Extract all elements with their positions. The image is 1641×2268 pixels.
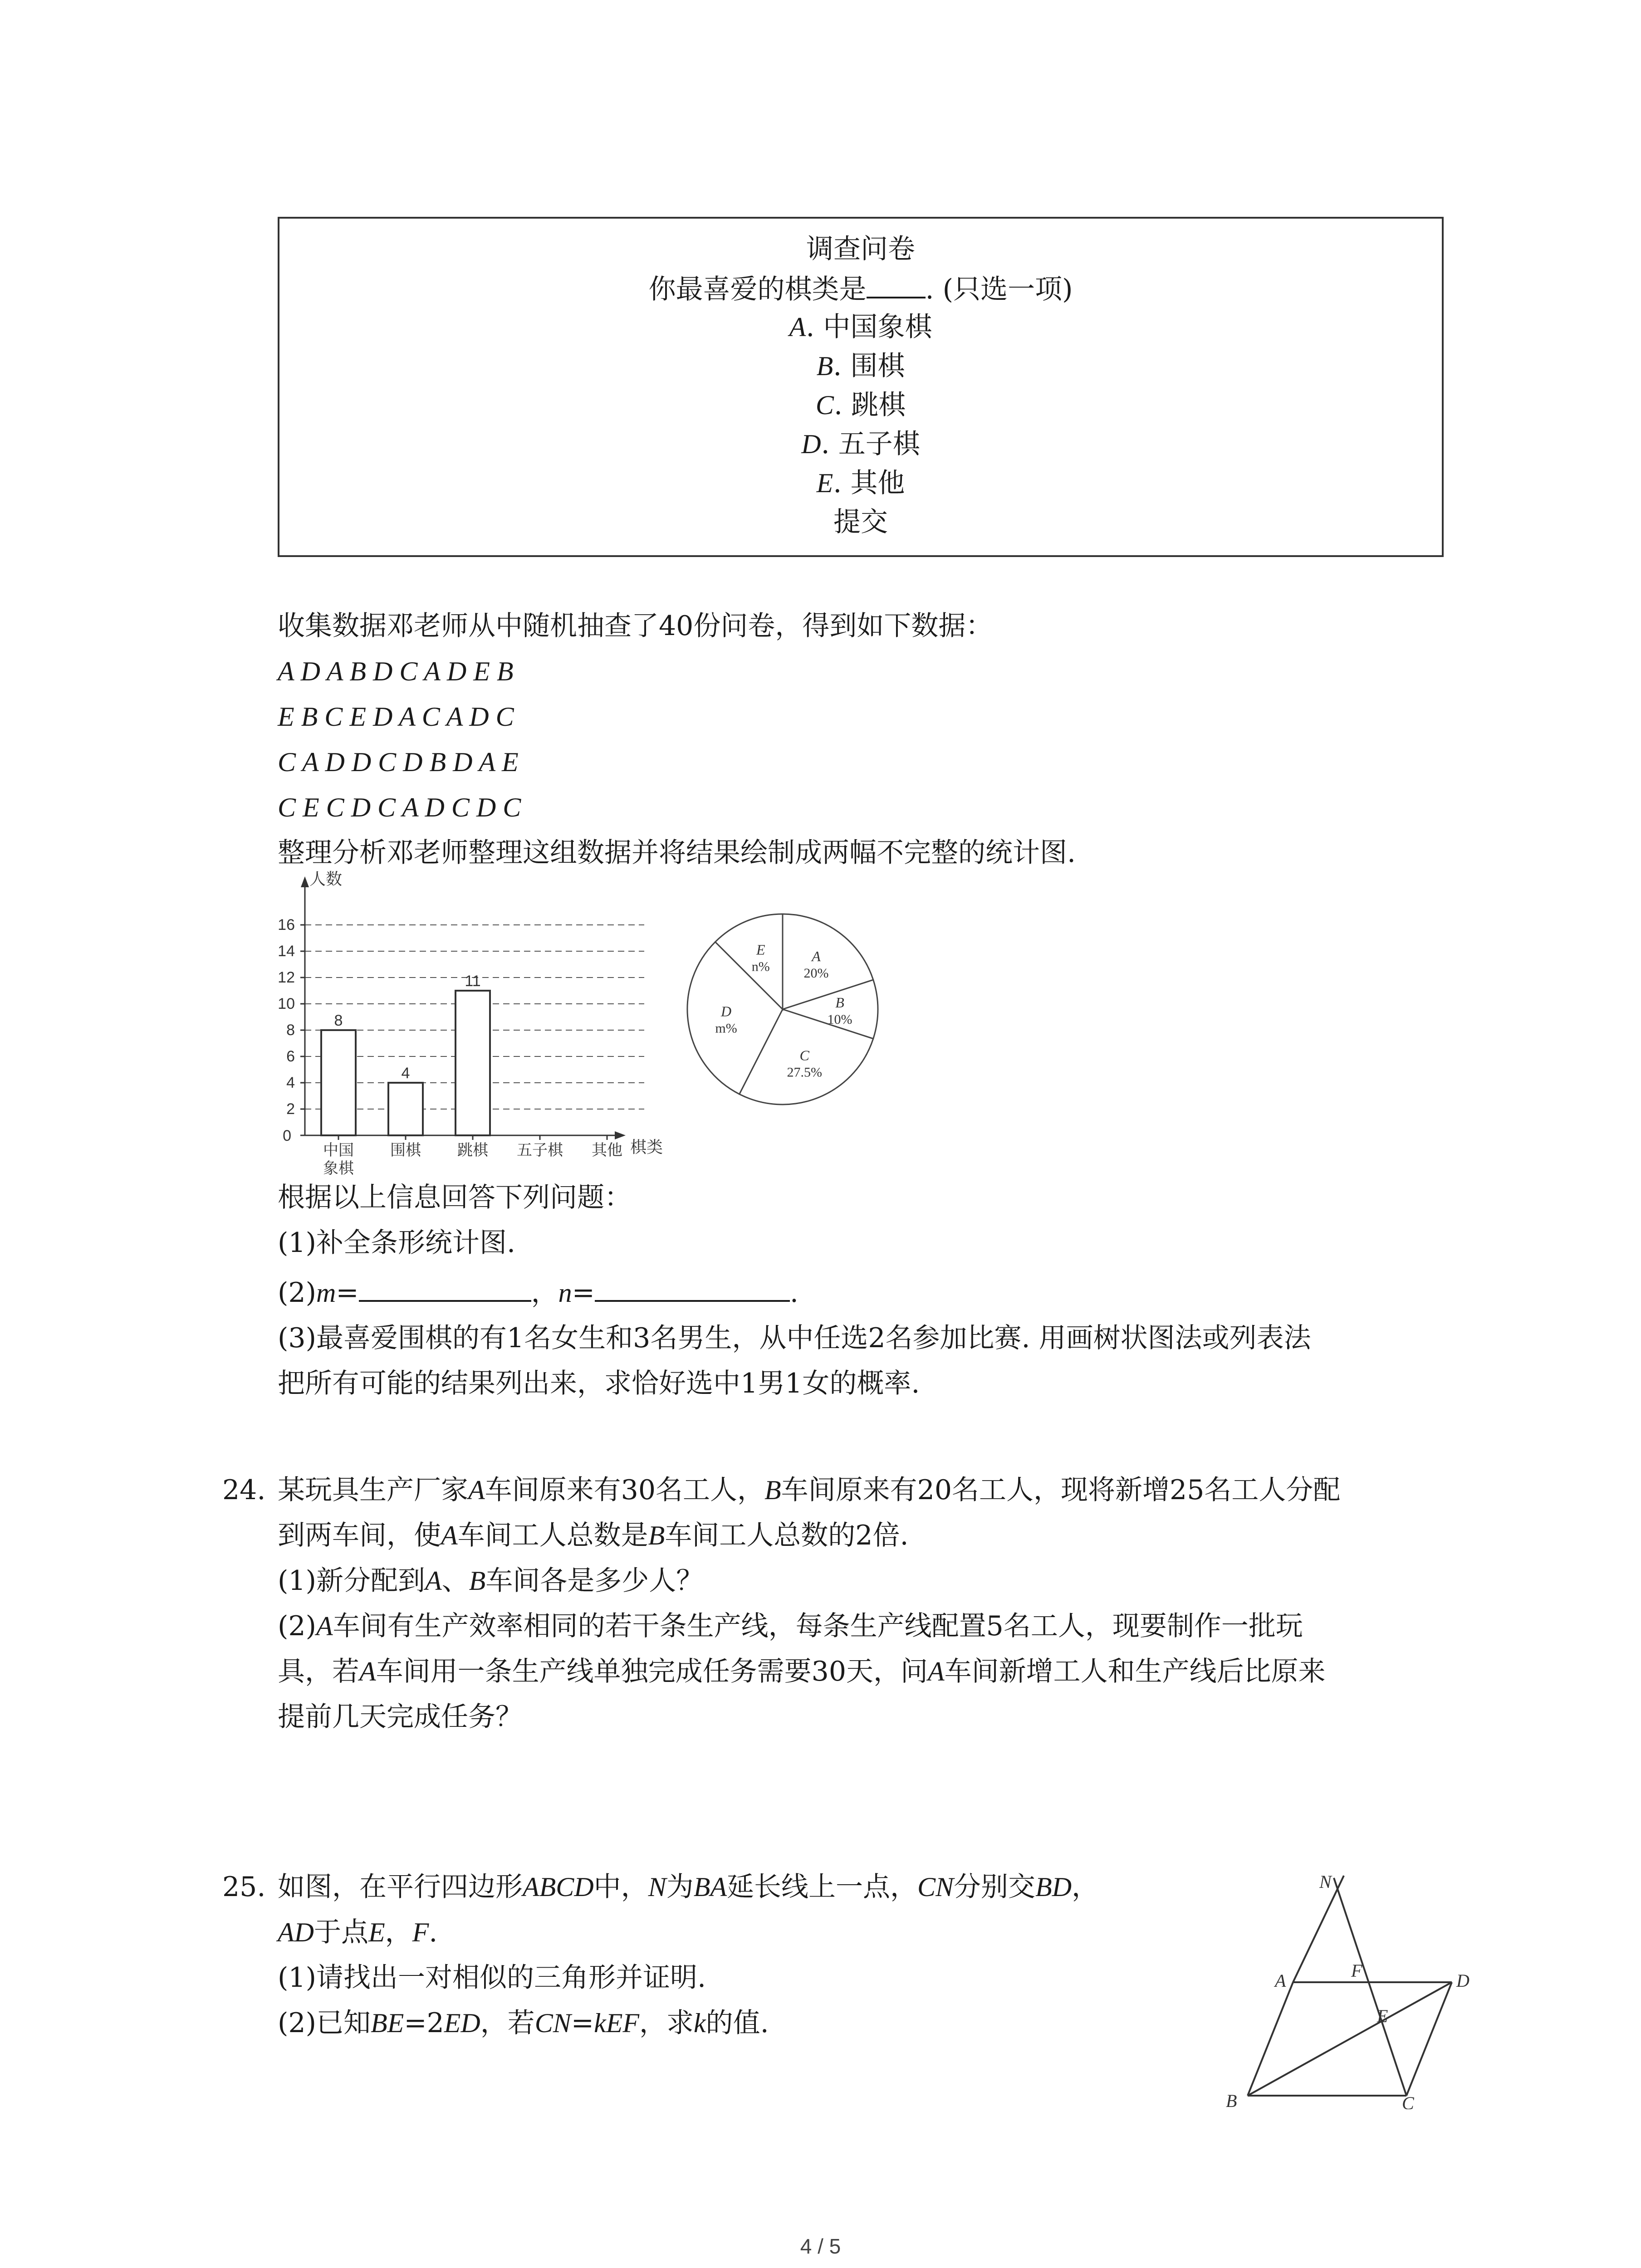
var-cn: CN: [917, 1872, 954, 1902]
option-text: . 其他: [833, 467, 905, 499]
var-a: A: [441, 1520, 458, 1550]
text: 分别交: [954, 1871, 1036, 1903]
x-tick-label: 跳棋: [457, 1142, 488, 1159]
survey-question-note: . (只选一项): [925, 274, 1073, 305]
var-ba: BA: [693, 1872, 727, 1902]
q24-part2-line2: [278, 1649, 1326, 1694]
q23-part3-line2: 把所有可能的结果列出来，求恰好选中1男1女的概率.: [278, 1368, 920, 1399]
text: 、: [441, 1565, 469, 1597]
label-c: C: [1402, 2093, 1414, 2109]
x-tick-label: 其他: [592, 1142, 622, 1159]
equals: =: [336, 1277, 359, 1309]
data-row-4: C E C D C A D C D C: [278, 792, 521, 822]
bar-value-label: 8: [334, 1012, 343, 1029]
text: 如图，在平行四边形: [278, 1871, 523, 1903]
pie-slice-label: 10%: [827, 1012, 852, 1027]
text: 延长线上一点，: [727, 1871, 917, 1903]
label-f: F: [1351, 1960, 1362, 1981]
text: 车间各是多少人？: [485, 1565, 704, 1597]
q24-part2-line1: [278, 1603, 1303, 1649]
y-tick-label: 8: [286, 1022, 295, 1039]
line-cn: [1334, 1878, 1406, 2096]
text: =: [571, 2007, 594, 2039]
pie-slice-letter: B: [835, 994, 844, 1011]
survey-submit: 提交: [833, 506, 888, 538]
pie-slice-label: 27.5%: [787, 1065, 822, 1080]
label-e: E: [1377, 2006, 1388, 2026]
q24-number: 24.: [222, 1474, 266, 1506]
label-a: A: [1275, 1970, 1286, 1991]
text: 的值.: [705, 2007, 769, 2039]
survey-option-b: [279, 347, 1442, 386]
var-cn: CN: [534, 2008, 571, 2038]
q23-part1: (1)补全条形统计图.: [278, 1227, 516, 1259]
text: 于点: [314, 1916, 368, 1948]
data-row-1: A D A B D C A D E B: [278, 656, 514, 686]
label-b: B: [1226, 2091, 1237, 2109]
y-tick-label: 12: [278, 969, 295, 986]
diagonal-bd: [1248, 1982, 1452, 2096]
survey-box: [278, 217, 1444, 557]
var-a: A: [928, 1657, 945, 1686]
pie-slice-label: n%: [751, 959, 770, 974]
var-a: A: [316, 1611, 333, 1641]
var-a: A: [468, 1475, 485, 1505]
period: .: [789, 1277, 798, 1309]
x-tick-label: 五子棋: [517, 1142, 563, 1159]
var-kef: kEF: [594, 2008, 640, 2038]
bar: [388, 1083, 423, 1135]
survey-question: [279, 269, 1442, 309]
text: ，求: [639, 2007, 694, 2039]
survey-option-a: [279, 308, 1442, 347]
text: 到两车间，使: [278, 1520, 441, 1551]
var-a: A: [359, 1657, 376, 1686]
text: ，: [385, 1916, 412, 1948]
text: (1)新分配到: [278, 1565, 425, 1597]
origin-label: 0: [283, 1127, 291, 1144]
pie-slice-letter: A: [812, 948, 821, 965]
pie-slice-label: 20%: [803, 966, 829, 981]
q24-line1: [278, 1467, 1340, 1513]
option-letter: C: [815, 390, 834, 420]
text: 车间有生产效率相同的若干条生产线，每条生产线配置5名工人，现要制作一批玩: [333, 1610, 1303, 1642]
part-label: (2): [278, 1277, 316, 1309]
collect-intro: 收集数据邓老师从中随机抽查了40份问卷，得到如下数据：: [278, 610, 993, 642]
label-d: D: [1456, 1970, 1470, 1991]
var-b: B: [648, 1520, 665, 1550]
bar: [456, 991, 490, 1135]
survey-option-c: [279, 386, 1442, 425]
text: (2)已知: [278, 2007, 371, 2039]
q24-part2-line3: 提前几天完成任务？: [278, 1701, 523, 1733]
analysis-text: 整理分析邓老师整理这组数据并将结果绘制成两幅不完整的统计图.: [278, 837, 1076, 869]
n-blank: [595, 1272, 790, 1302]
side-dc: [1406, 1982, 1452, 2096]
var-ad: AD: [278, 1917, 314, 1947]
option-text: . 跳棋: [833, 389, 906, 421]
text: 车间原来有20名工人，现将新增25名工人分配: [781, 1474, 1341, 1506]
y-tick-label: 4: [286, 1074, 295, 1091]
x-tick-label: 围棋: [390, 1142, 421, 1159]
q25-number: 25.: [222, 1871, 266, 1903]
text: 车间原来有30名工人，: [485, 1474, 765, 1506]
separator: ，: [531, 1277, 558, 1309]
y-tick-label: 10: [278, 995, 295, 1012]
equals: =: [572, 1277, 595, 1309]
data-row-2: E B C E D A C A D C: [278, 702, 514, 732]
bar: [321, 1030, 356, 1135]
var-abcd: ABCD: [523, 1872, 594, 1902]
text: 中，: [593, 1871, 648, 1903]
pie-slice-letter: D: [720, 1003, 732, 1020]
survey-question-text: 你最喜爱的棋类是: [648, 274, 867, 305]
q23-part3-line1: (3)最喜爱围棋的有1名女生和3名男生，从中任选2名参加比赛. 用画树状图法或列表法: [278, 1322, 1311, 1354]
var-n: n: [558, 1278, 572, 1308]
text: 某玩具生产厂家: [278, 1474, 468, 1506]
pie-slice-letter: E: [756, 941, 765, 958]
q24-line2: [278, 1513, 909, 1558]
var-ed: ED: [444, 2008, 480, 2038]
q25-part2: [278, 2000, 769, 2046]
text: ，若: [480, 2007, 535, 2039]
pie-slice-label: m%: [715, 1021, 737, 1036]
page-number: 4 / 5: [800, 2234, 841, 2258]
text: .: [429, 1916, 438, 1948]
var-bd: BD: [1035, 1872, 1072, 1902]
text: 具，若: [278, 1656, 359, 1687]
label-n: N: [1319, 1873, 1332, 1892]
y-tick-label: 16: [278, 916, 295, 934]
text: 车间工人总数是: [457, 1520, 648, 1551]
pie-slice-letter: C: [799, 1047, 809, 1064]
survey-title: 调查问卷: [806, 233, 915, 265]
text: ，: [1072, 1871, 1099, 1903]
y-tick-label: 14: [278, 943, 295, 960]
y-tick-label: 6: [286, 1048, 295, 1065]
option-letter: D: [801, 429, 821, 459]
survey-option-d: [279, 425, 1442, 464]
q25-line1: [278, 1864, 1099, 1910]
x-axis-label: 棋类: [630, 1138, 663, 1156]
q24-part1: [278, 1558, 703, 1603]
option-letter: B: [816, 351, 833, 381]
text: 为: [666, 1871, 694, 1903]
y-axis-label: 人数: [309, 870, 343, 888]
var-m: m: [316, 1278, 336, 1308]
var-n: N: [648, 1872, 666, 1902]
text: 车间工人总数的2倍.: [665, 1520, 909, 1551]
q23-prompt: 根据以上信息回答下列问题：: [278, 1182, 632, 1213]
var-f: F: [412, 1917, 429, 1947]
side-ba: [1248, 1982, 1293, 2096]
survey-option-e: [279, 464, 1442, 503]
y-tick-label: 2: [286, 1100, 295, 1118]
text: (2): [278, 1610, 316, 1642]
bar-chart: [254, 866, 717, 1184]
bar-value-label: 4: [401, 1065, 410, 1082]
var-b: B: [764, 1475, 781, 1505]
text: 车间用一条生产线单独完成任务需要30天，问: [376, 1656, 928, 1687]
var-e: E: [368, 1917, 385, 1947]
m-blank: [359, 1272, 531, 1302]
var-b: B: [469, 1566, 486, 1596]
x-axis-arrow: [615, 1131, 626, 1139]
var-k: k: [694, 2008, 706, 2038]
answer-blank: [867, 269, 926, 298]
q25-part1: (1)请找出一对相似的三角形并证明.: [278, 1962, 706, 1994]
var-a: A: [425, 1566, 442, 1596]
option-letter: E: [816, 468, 833, 498]
option-text: . 中国象棋: [806, 311, 932, 343]
var-be: BE: [371, 2008, 404, 2038]
q23-part2: [278, 1270, 798, 1315]
option-letter: A: [789, 312, 806, 342]
data-row-3: C A D D C D B D A E: [278, 747, 519, 777]
extension-an: [1293, 1876, 1344, 1982]
parallelogram-figure: [1220, 1873, 1474, 2109]
y-axis-arrow: [301, 876, 309, 887]
text: =2: [404, 2007, 444, 2039]
pie-chart: [678, 905, 887, 1114]
x-tick-label: 象棋: [323, 1160, 354, 1177]
bar-value-label: 11: [465, 973, 481, 990]
option-text: . 围棋: [833, 350, 905, 382]
text: 车间新增工人和生产线后比原来: [944, 1656, 1326, 1687]
x-tick-label: 中国: [323, 1142, 354, 1159]
q25-line2: [278, 1910, 437, 1955]
option-text: . 五子棋: [821, 428, 920, 460]
